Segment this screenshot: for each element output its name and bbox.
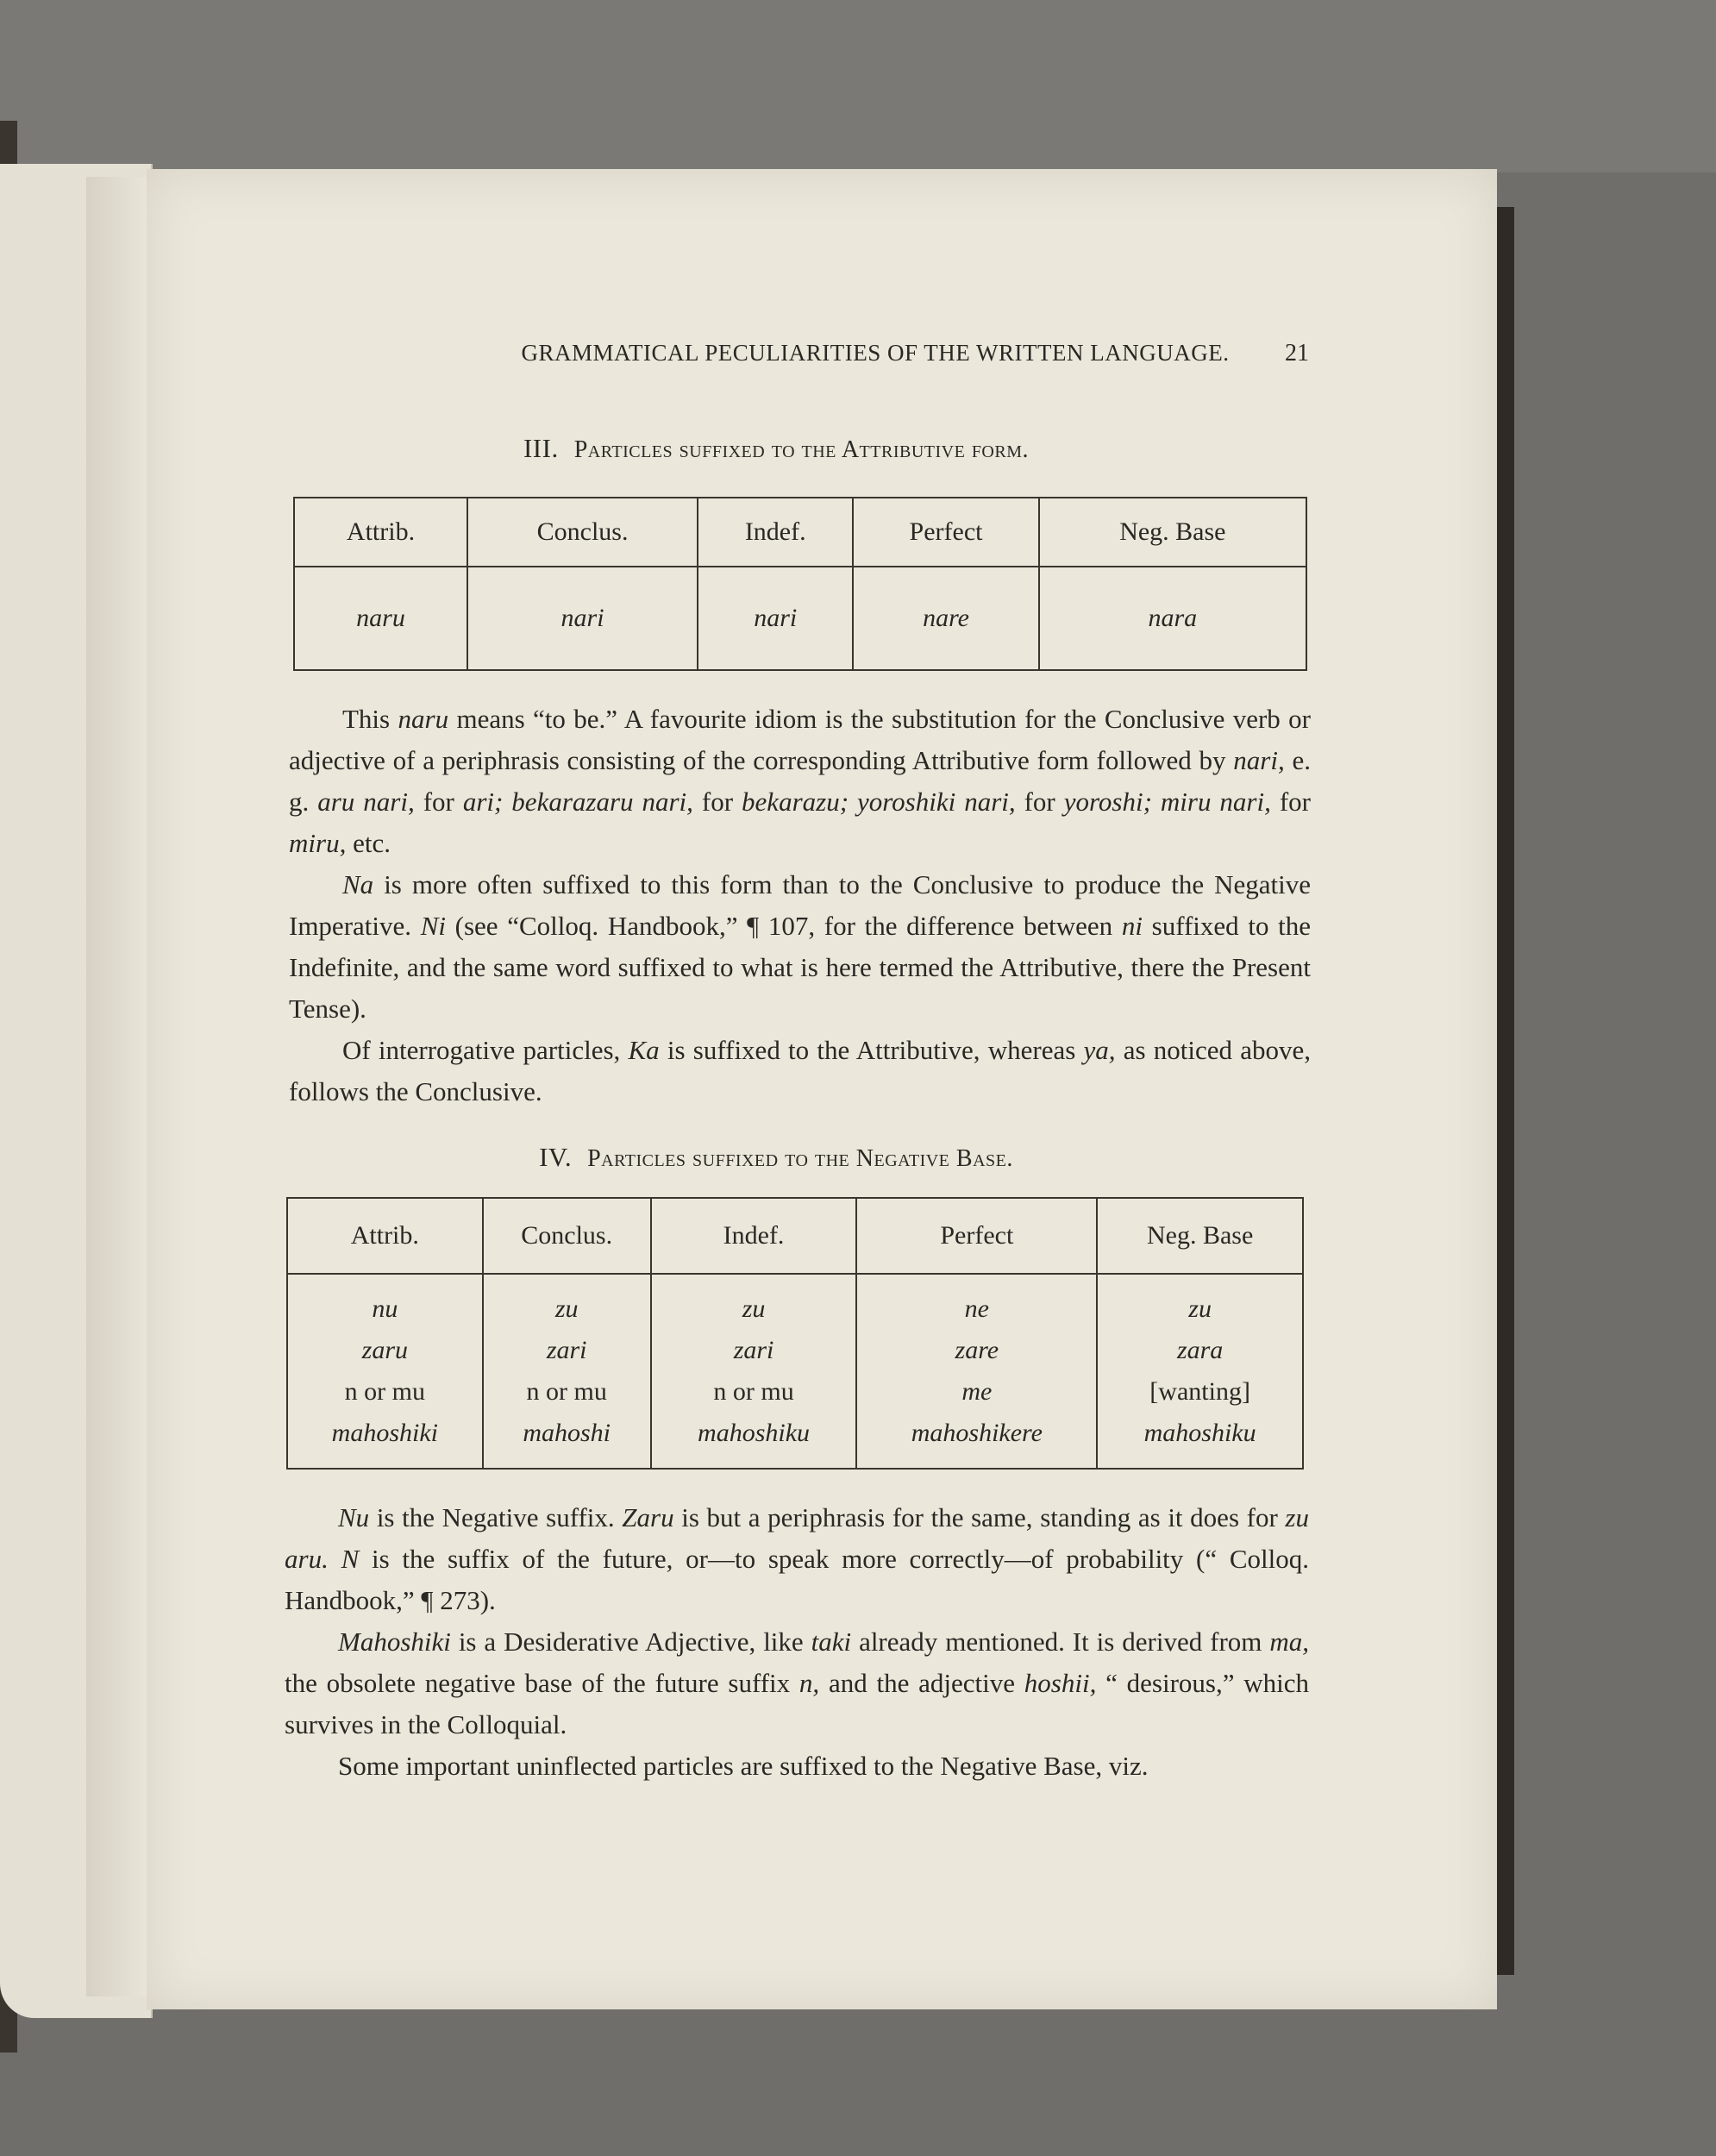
column-header: Attrib. xyxy=(287,1198,483,1274)
table-cell: nara xyxy=(1039,567,1306,670)
column-header: Perfect xyxy=(853,498,1038,567)
column-header: Conclus. xyxy=(467,498,698,567)
table-cell: naru xyxy=(294,567,467,670)
attributive-particles-table xyxy=(293,497,1307,671)
paragraph-na: Na is more often suffixed to this form than to the Conclusive to produce the Negative Imperative. Ni (see “Colloq. Handbook,” ¶ 107, for the difference between ni suffixed to the Indefinite, and the same word suffixed to what is here termed the Attributive, there the Present Tense). xyxy=(289,869,1311,1024)
page-number: 21 xyxy=(1285,340,1309,367)
column-header: Attrib. xyxy=(294,498,467,567)
running-title: GRAMMATICAL PECULIARITIES OF THE WRITTEN LANGUAGE. xyxy=(521,340,1230,366)
paragraph-uninflected: Some important uninflected particles are suffixed to the Negative Base, viz. xyxy=(338,1751,1149,1781)
table-cell: nare xyxy=(853,567,1038,670)
section-4-numeral: IV. xyxy=(539,1142,573,1172)
table-cell: nari xyxy=(467,567,698,670)
column-header: Perfect xyxy=(856,1198,1097,1274)
text-block-2 xyxy=(285,1497,1309,1787)
table-cell-attrib: nu zaru n or mu mahoshiki xyxy=(287,1274,483,1469)
paragraph-mahoshiki: Mahoshiki is a Desiderative Adjective, like taki already mentioned. It is derived from ma, the obsolete negative base of the future suffix n, and the adjective hoshii, “ desirous,” which survives in the Colloquial. xyxy=(285,1626,1309,1739)
background xyxy=(0,0,1716,172)
table-cell-neg-base: zu zara [wanting] mahoshiku xyxy=(1097,1274,1303,1469)
section-3-heading xyxy=(474,433,1078,464)
table-header-row xyxy=(294,498,1306,567)
paragraph-naru: This naru means “to be.” A favourite idiom is the substitution for the Conclusive verb or adjective of a periphrasis consisting of the corresponding Attributive form followed by nari, e. g. aru nari, for ari; bekarazaru nari, for bekarazu; yoroshiki nari, for yoroshi; miru nari, for miru, etc. xyxy=(289,704,1311,858)
spine-shadow xyxy=(86,177,155,1996)
column-header: Indef. xyxy=(698,498,853,567)
column-header: Neg. Base xyxy=(1039,498,1306,567)
table-cell: nari xyxy=(698,567,853,670)
table-cell-indef: zu zari n or mu mahoshiku xyxy=(651,1274,857,1469)
table-cell-perfect: ne zare me mahoshikere xyxy=(856,1274,1097,1469)
paragraph-interrogative: Of interrogative particles, Ka is suffixed to the Attributive, whereas ya, as noticed above, follows the Conclusive. xyxy=(289,1035,1312,1106)
table-header-row xyxy=(287,1198,1303,1274)
negative-base-particles-table xyxy=(286,1197,1304,1470)
section-4-title: Particles suffixed to the Negative Base. xyxy=(587,1145,1013,1172)
table-row xyxy=(287,1274,1303,1469)
table-cell-conclus: zu zari n or mu mahoshi xyxy=(483,1274,651,1469)
column-header: Neg. Base xyxy=(1097,1198,1303,1274)
section-4-heading xyxy=(474,1142,1078,1173)
paragraph-nu: Nu is the Negative suffix. Zaru is but a periphrasis for the same, standing as it does for zu aru. N is the suffix of the future, or—to speak more correctly—of probability (“ Colloq. Handbook,” ¶ 273). xyxy=(285,1502,1309,1615)
column-header: Indef. xyxy=(651,1198,857,1274)
table-row xyxy=(294,567,1306,670)
right-page xyxy=(147,169,1497,2009)
section-3-numeral: III. xyxy=(523,433,559,463)
column-header: Conclus. xyxy=(483,1198,651,1274)
section-3-title: Particles suffixed to the Attributive form. xyxy=(573,436,1030,463)
text-block-1 xyxy=(289,699,1311,1112)
